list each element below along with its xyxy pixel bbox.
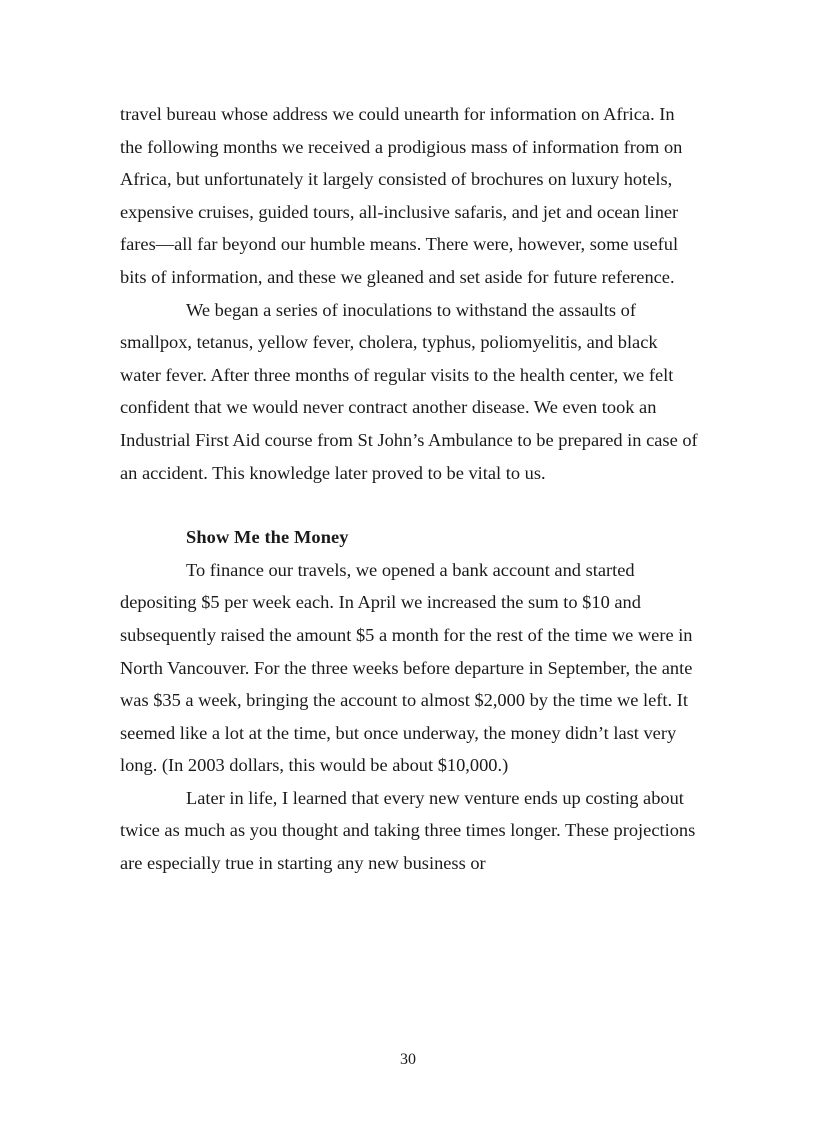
paragraph-finance: To finance our travels, we opened a bank account and started depositing $5 per week each. In April we increased the sum to $10 and subsequently raised the amount $5 a month for the rest of the time we were in North Vancouver. For the three weeks before departure in September, the ante was $35 a week, bringing the account to almost $2,000 by the time we left. It seemed like a lot at the time, but once underway, the money didn’t last very long. (In 2003 dollars, this would be about $10,000.): [120, 559, 693, 776]
paragraph-travel-bureau: travel bureau whose address we could unearth for information on Africa. In the following months we received a prodigious mass of information from on Africa, but unfortunately it largely consisted of brochures on luxury hotels, expensive cruises, guided tours, all-inclusive safaris, and jet and ocean liner fares—all far beyond our humble means. There were, however, some useful bits of information, and these we gleaned and set aside for future reference.: [120, 104, 683, 287]
body-text: [120, 98, 700, 880]
section-heading: Show Me the Money: [186, 527, 349, 548]
paragraph-inoculations: We began a series of inoculations to withstand the assaults of smallpox, tetanus, yellow fever, cholera, typhus, poliomyelitis, and black water fever. After three months of regular visits to the health center, we felt confident that we would never contract another disease. We even took an Industrial First Aid course from St John’s Ambulance to be prepared in case of an accident. This knowledge later proved to be vital to us.: [120, 299, 698, 483]
page-number: 30: [400, 1051, 416, 1068]
paragraph-later-in-life: Later in life, I learned that every new venture ends up costing about twice as much as you thought and taking three times longer. These projections are especially true in starting any new business or: [120, 787, 696, 874]
